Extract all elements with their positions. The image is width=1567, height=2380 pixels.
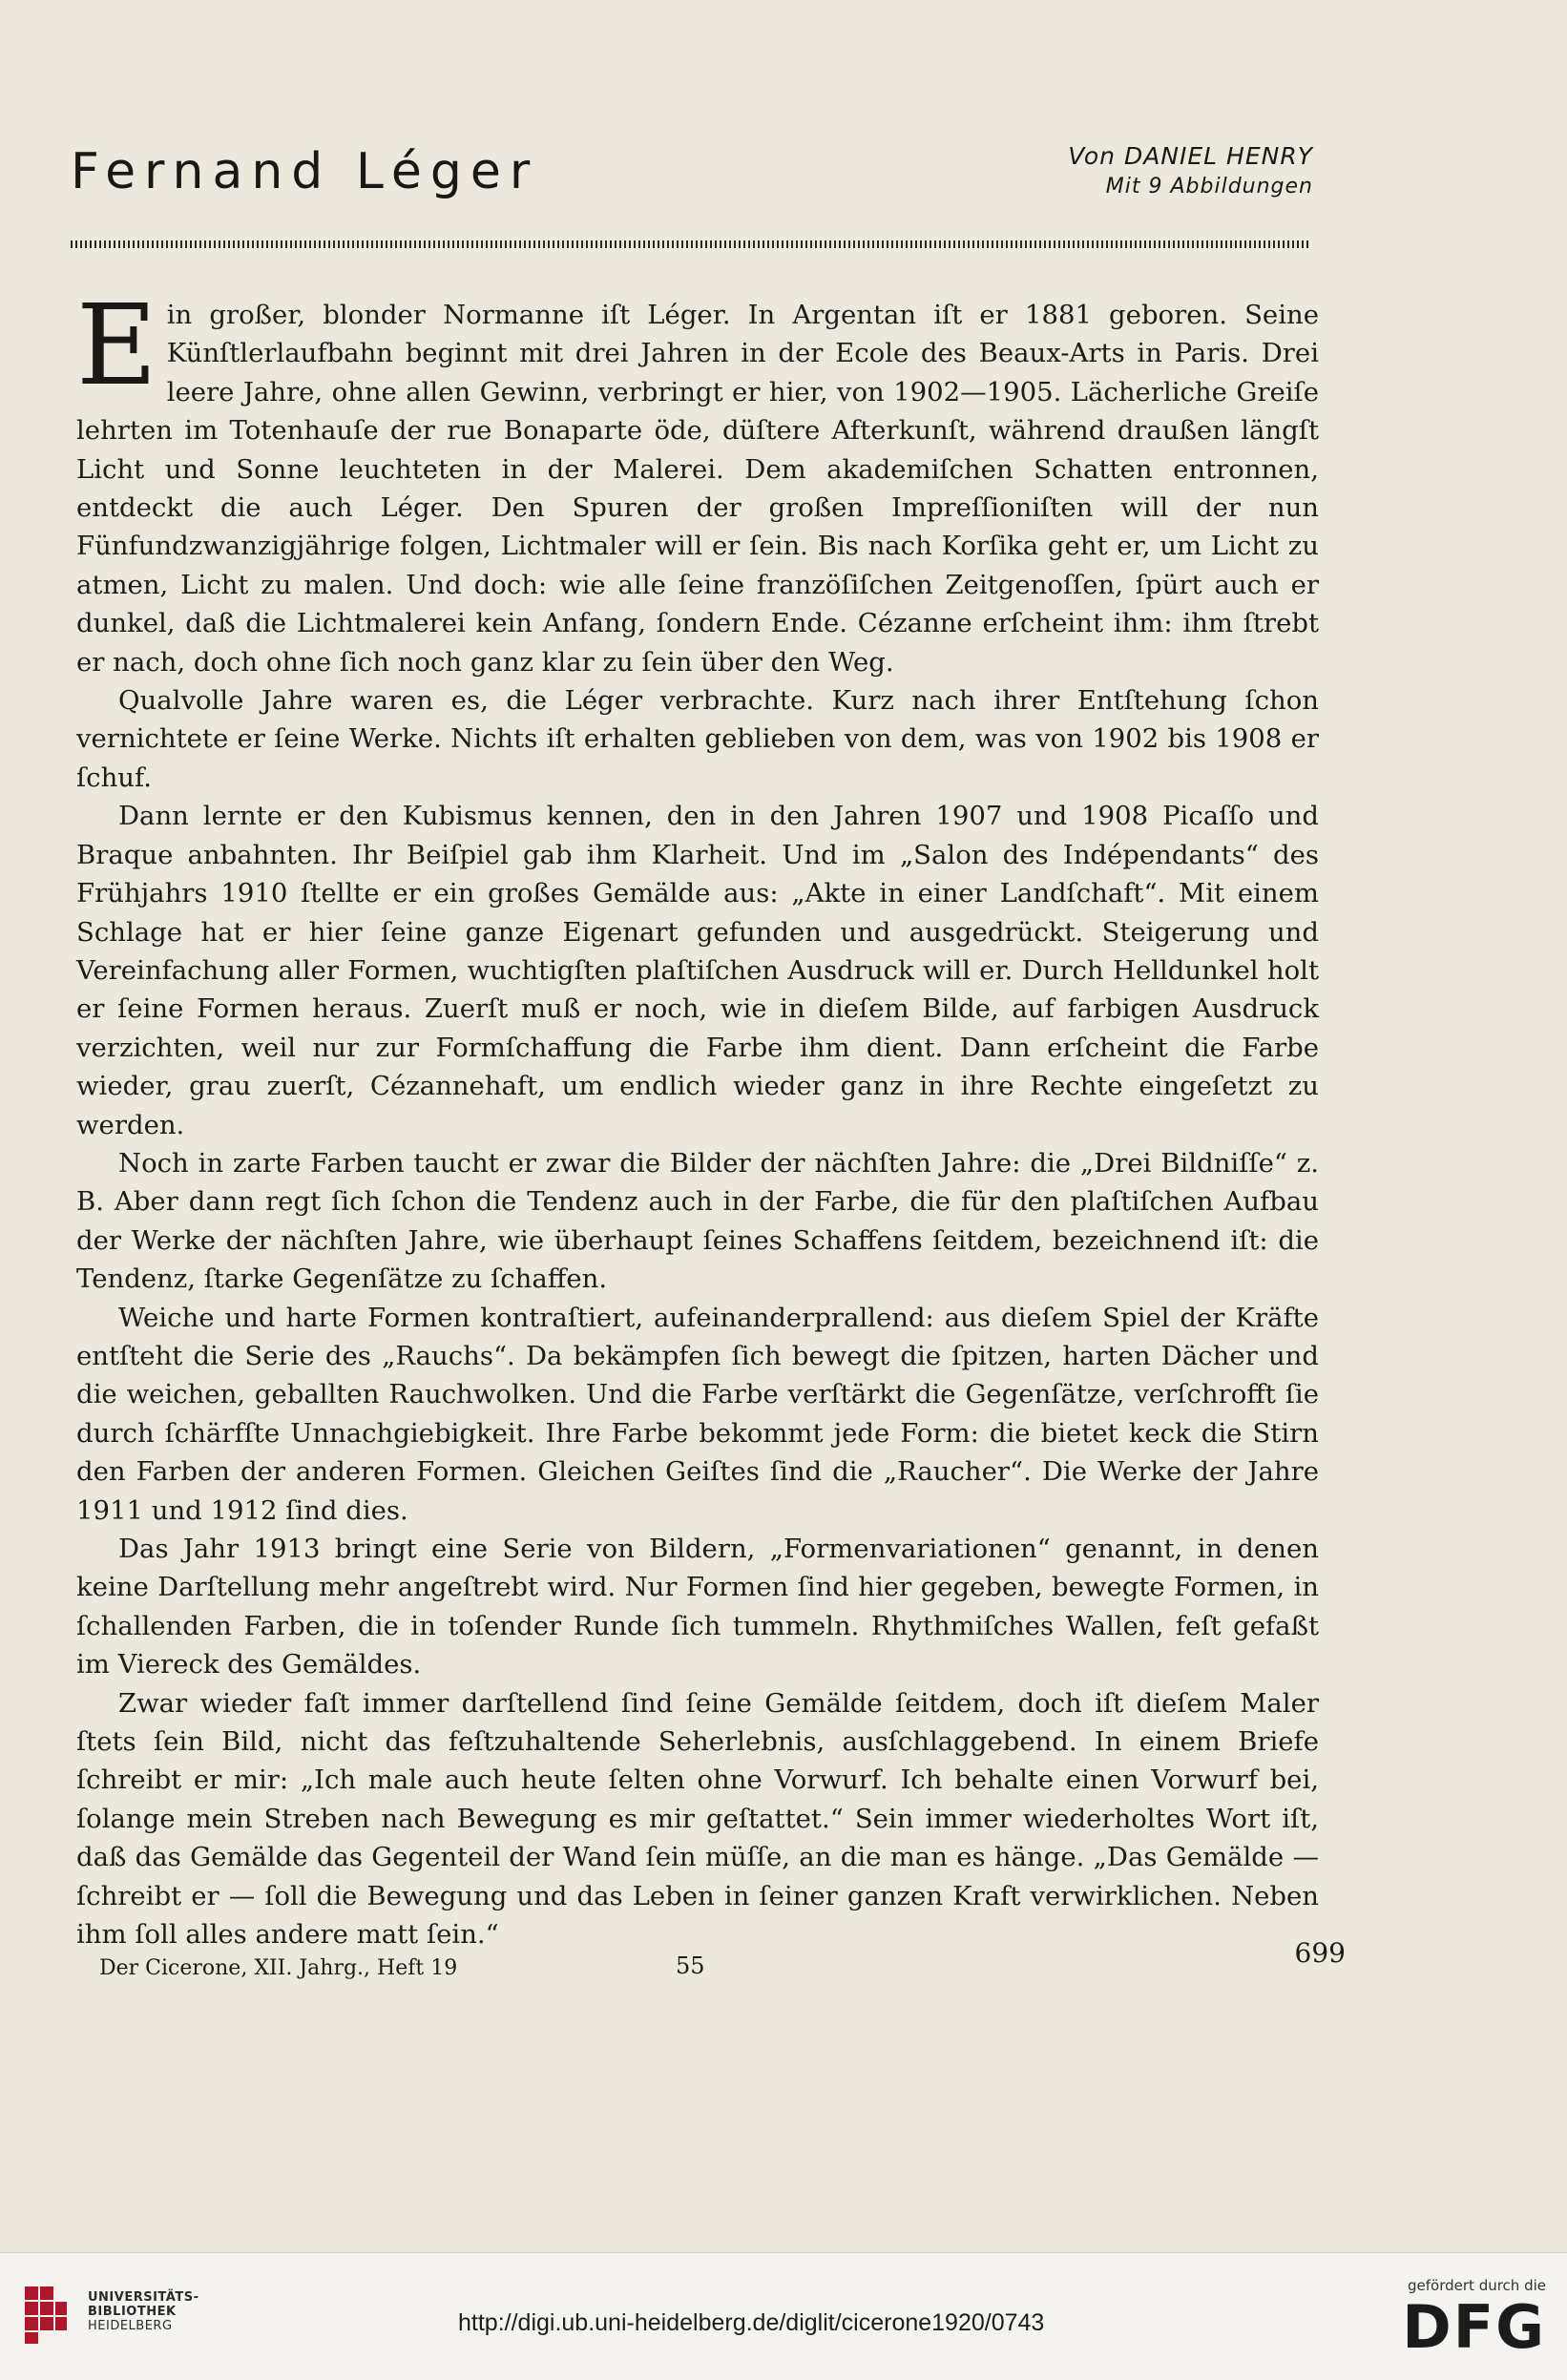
journal-citation: Der Cicerone, XII. Jahrg., Heft 19 (99, 1956, 458, 1980)
dfg-logo: DFG (1402, 2292, 1546, 2362)
drop-cap: E (76, 282, 157, 410)
author-line: Von DANIEL HENRY (1068, 142, 1313, 170)
byline (1068, 141, 1313, 202)
paragraph-1: Ein großer, blonder Normanne iſt Léger. In Argentan iſt er 1881 geboren. Seine Künſtlerlaufbahn beginnt mit drei Jahren in der Ecole des Beaux-Arts in Paris. Drei leere Jahre, ohne allen Gewinn, verbringt er hier, von 1902—1905. Lächerliche Greiſe lehrten im Totenhauſe der rue Bonaparte öde, düſtere Afterkunſt, während draußen längſt Licht und Sonne leuchteten in der Malerei. Dem akademiſchen Schatten entronnen, entdeckt die auch Léger. Den Spuren der großen Impreſſioniſten will der nun Fünfundzwanzigjährige folgen, Lichtmaler will er ſein. Bis nach Korſika geht er, um Licht zu atmen, Licht zu malen. Und doch: wie alle ſeine franzöſiſchen Zeitgenoſſen, ſpürt auch er dunkel, daß die Lichtmalerei kein Anfang, ſondern Ende. Cézanne erſcheint ihm: ihm ſtrebt er nach, doch ohne ſich noch ganz klar zu ſein über den Weg. (76, 282, 1319, 678)
paragraph-6: Das Jahr 1913 bringt eine Serie von Bildern, „Formenvariationen“ genannt, in denen keine Darſtellung mehr angeſtrebt wird. Nur Formen ſind hier gegeben, bewegte Formen, in ſchallenden Farben, die in toſender Runde ſich tummeln. Rhythmiſches Wallen, feſt gefaßt im Viereck des Gemäldes. (76, 1534, 1319, 1681)
paragraph-3: Dann lernte er den Kubismus kennen, den in den Jahren 1907 und 1908 Picaſſo und Braque anbahnten. Ihr Beiſpiel gab ihm Klarheit. Und im „Salon des Indépendants“ des Frühjahrs 1910 ſtellte er ein großes Gemälde aus: „Akte in einer Landſchaft“. Mit einem Schlage hat er hier ſeine ganze Eigenart gefunden und ausgedrückt. Steigerung und Vereinfachung aller Formen, wuchtigſten plaſtiſchen Ausdruck will er. Durch Helldunkel holt er ſeine Formen heraus. Zuerſt muß er noch, wie in dieſem Bilde, auf farbigen Ausdruck verzichten, weil nur zur Formſchaffung die Farbe ihm dient. Dann erſcheint die Farbe wieder, grau zuerſt, Cézannehaft, um endlich wieder ganz in ihre Rechte eingeſetzt zu werden. (76, 801, 1319, 1140)
paragraph-2: Qualvolle Jahre waren es, die Léger verbrachte. Kurz nach ihrer Entſtehung ſchon vernichtete er ſeine Werke. Nichts iſt erhalten geblieben von dem, was von 1902 bis 1908 er ſchuf. (76, 685, 1319, 793)
article-body (76, 282, 1319, 1953)
permalink-url[interactable]: http://digi.ub.uni-heidelberg.de/diglit/cicerone1920/0743 (458, 2309, 1045, 2336)
page-number: 699 (1294, 1937, 1346, 1969)
funded-by-label: gefördert durch die (1408, 2277, 1546, 2294)
university-logo-icon[interactable] (19, 2281, 73, 2349)
illustrations-note: Mit 9 Abbildungen (1105, 175, 1313, 198)
article-title: Fernand Léger (71, 143, 539, 200)
paragraph-4: Noch in zarte Farben taucht er zwar die Bilder der nächſten Jahre: die „Drei Bildniſſe“ z. B. Aber dann regt ſich ſchon die Tendenz auch in der Farbe, die für den plaſtiſchen Aufbau der Werke der nächſten Jahre, wie überhaupt ſeines Schaffens ſeitdem, bezeichnend iſt: die Tendenz, ſtarke Gegenſätze zu ſchaffen. (76, 1147, 1319, 1295)
sheet-number: 55 (676, 1952, 705, 1979)
institution-name[interactable]: UNIVERSITÄTS- BIBLIOTHEK HEIDELBERG (88, 2290, 199, 2333)
paragraph-7: Zwar wieder faſt immer darſtellend ſind ſeine Gemälde ſeitdem, doch iſt dieſem Maler ſtets ſein Bild, nicht das feſtzuhaltende Seherlebnis, ausſchlaggebend. In einem Briefe ſchreibt er mir: „Ich male auch heute ſelten ohne Vorwurf. Ich behalte einen Vorwurf bei, ſolange mein Streben nach Bewegung es mir geſtattet.“ Sein immer wiederholtes Wort iſt, daß das Gemälde das Gegenteil der Wand ſein müſſe, an die man es hänge. „Das Gemälde — ſchreibt er — ſoll die Bewegung und das Leben in ſeiner ganzen Kraft verwirklichen. Neben ihm ſoll alles andere matt ſein.“ (76, 1687, 1319, 1951)
dotted-divider (71, 240, 1309, 248)
funder-block[interactable] (1402, 2277, 1546, 2361)
paragraph-5: Weiche und harte Formen kontraſtiert, aufeinanderprallend: aus dieſem Spiel der Kräfte entſteht die Serie des „Rauchs“. Da bekämpfen ſich bewegt die ſpitzen, harten Dächer und die weichen, geballten Rauchwolken. Und die Farbe verſtärkt die Gegenſätze, verſchrofft ſie durch ſchärfſte Unnachgiebigkeit. Ihre Farbe bekommt jede Form: die bietet keck die Stirn den Farben der anderen Formen. Gleichen Geiſtes ſind die „Raucher“. Die Werke der Jahre 1911 und 1912 ſind dies. (76, 1302, 1319, 1526)
